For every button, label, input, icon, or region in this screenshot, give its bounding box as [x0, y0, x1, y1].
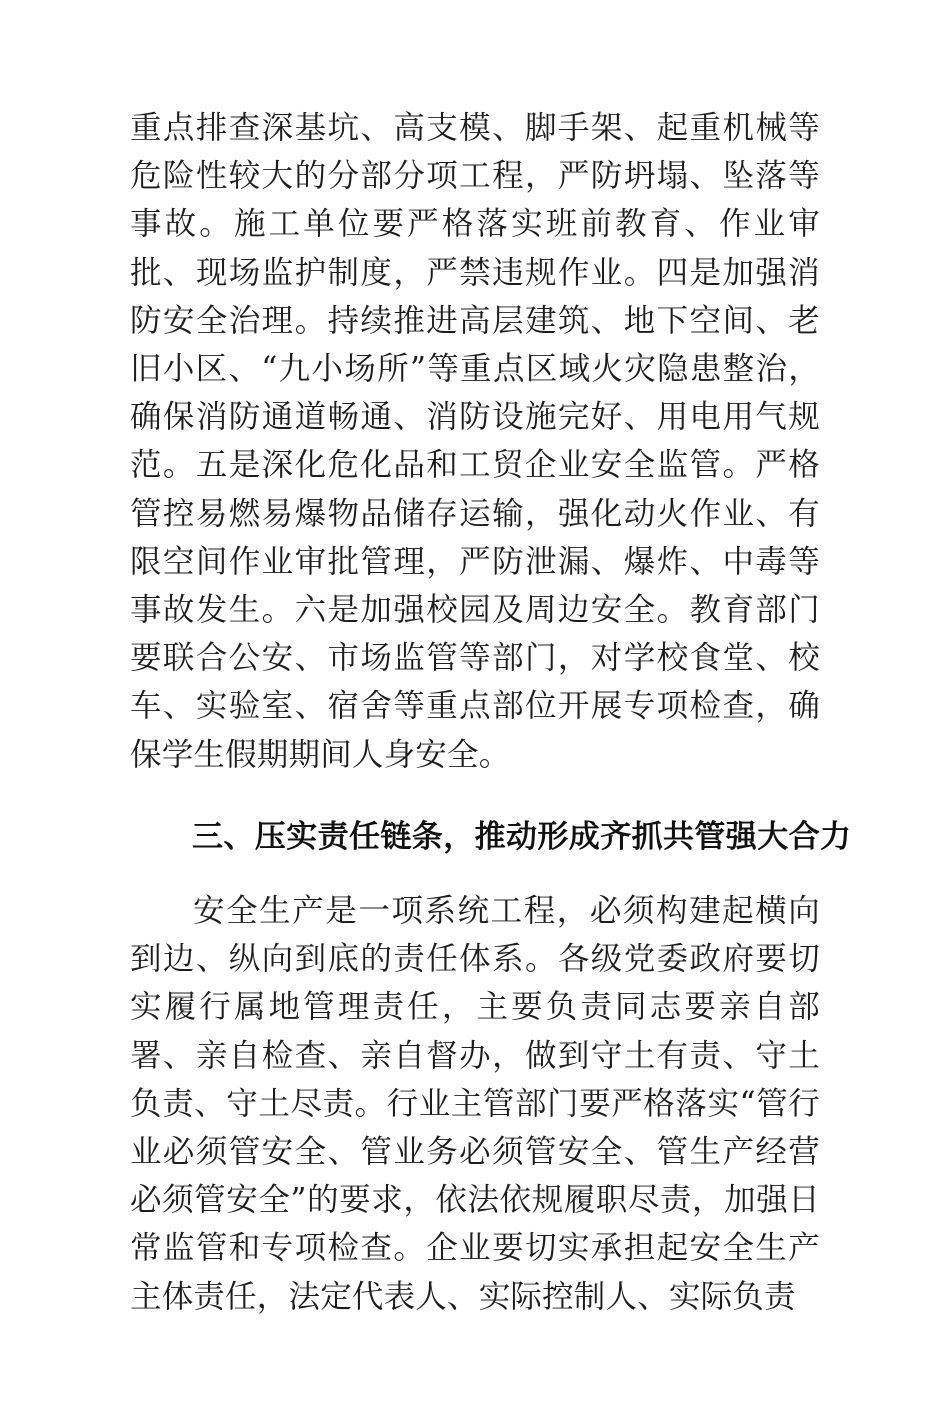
page-footer-margin	[0, 1321, 950, 1421]
paragraph-safety-inspection: 重点排查深基坑、高支模、脚手架、起重机械等危险性较大的分部分项工程，严防坍塌、坠落等事故。施工单位要严格落实班前教育、作业审批、现场监护制度，严禁违规作业。四是加强消防安全治理。持续推进高层建筑、地下空间、老旧小区、“九小场所”等重点区域火灾隐患整治，确保消防通道畅通、消防设施完好、用电用气规范。五是深化危化品和工贸企业安全监管。严格管控易燃易爆物品储存运输，强化动火作业、有限空间作业审批管理，严防泄漏、爆炸、中毒等事故发生。六是加强校园及周边安全。教育部门要联合公安、市场监管等部门，对学校食堂、校车、实验室、宿舍等重点部位开展专项检查，确保学生假期期间人身安全。	[130, 110, 820, 773]
heading-spacer-above	[130, 779, 820, 813]
heading-spacer-below	[130, 861, 820, 887]
document-body	[130, 104, 852, 1321]
section-heading-three: 三、压实责任链条，推动形成齐抓共管强大合力	[192, 818, 852, 855]
paragraph-responsibility-chain: 安全生产是一项系统工程，必须构建起横向到边、纵向到底的责任体系。各级党委政府要切实履行属地管理责任，主要负责同志要亲自部署、亲自检查、亲自督办，做到守土有责、守土负责、守土尽责。行业主管部门要严格落实“管行业必须管安全、管业务必须管安全、管生产经营必须管安全”的要求，依法依规履职尽责，加强日常监管和专项检查。企业要切实承担起安全生产主体责任，法定代表人、实际控制人、实际负责	[130, 893, 820, 1315]
page-header-margin	[0, 0, 950, 104]
